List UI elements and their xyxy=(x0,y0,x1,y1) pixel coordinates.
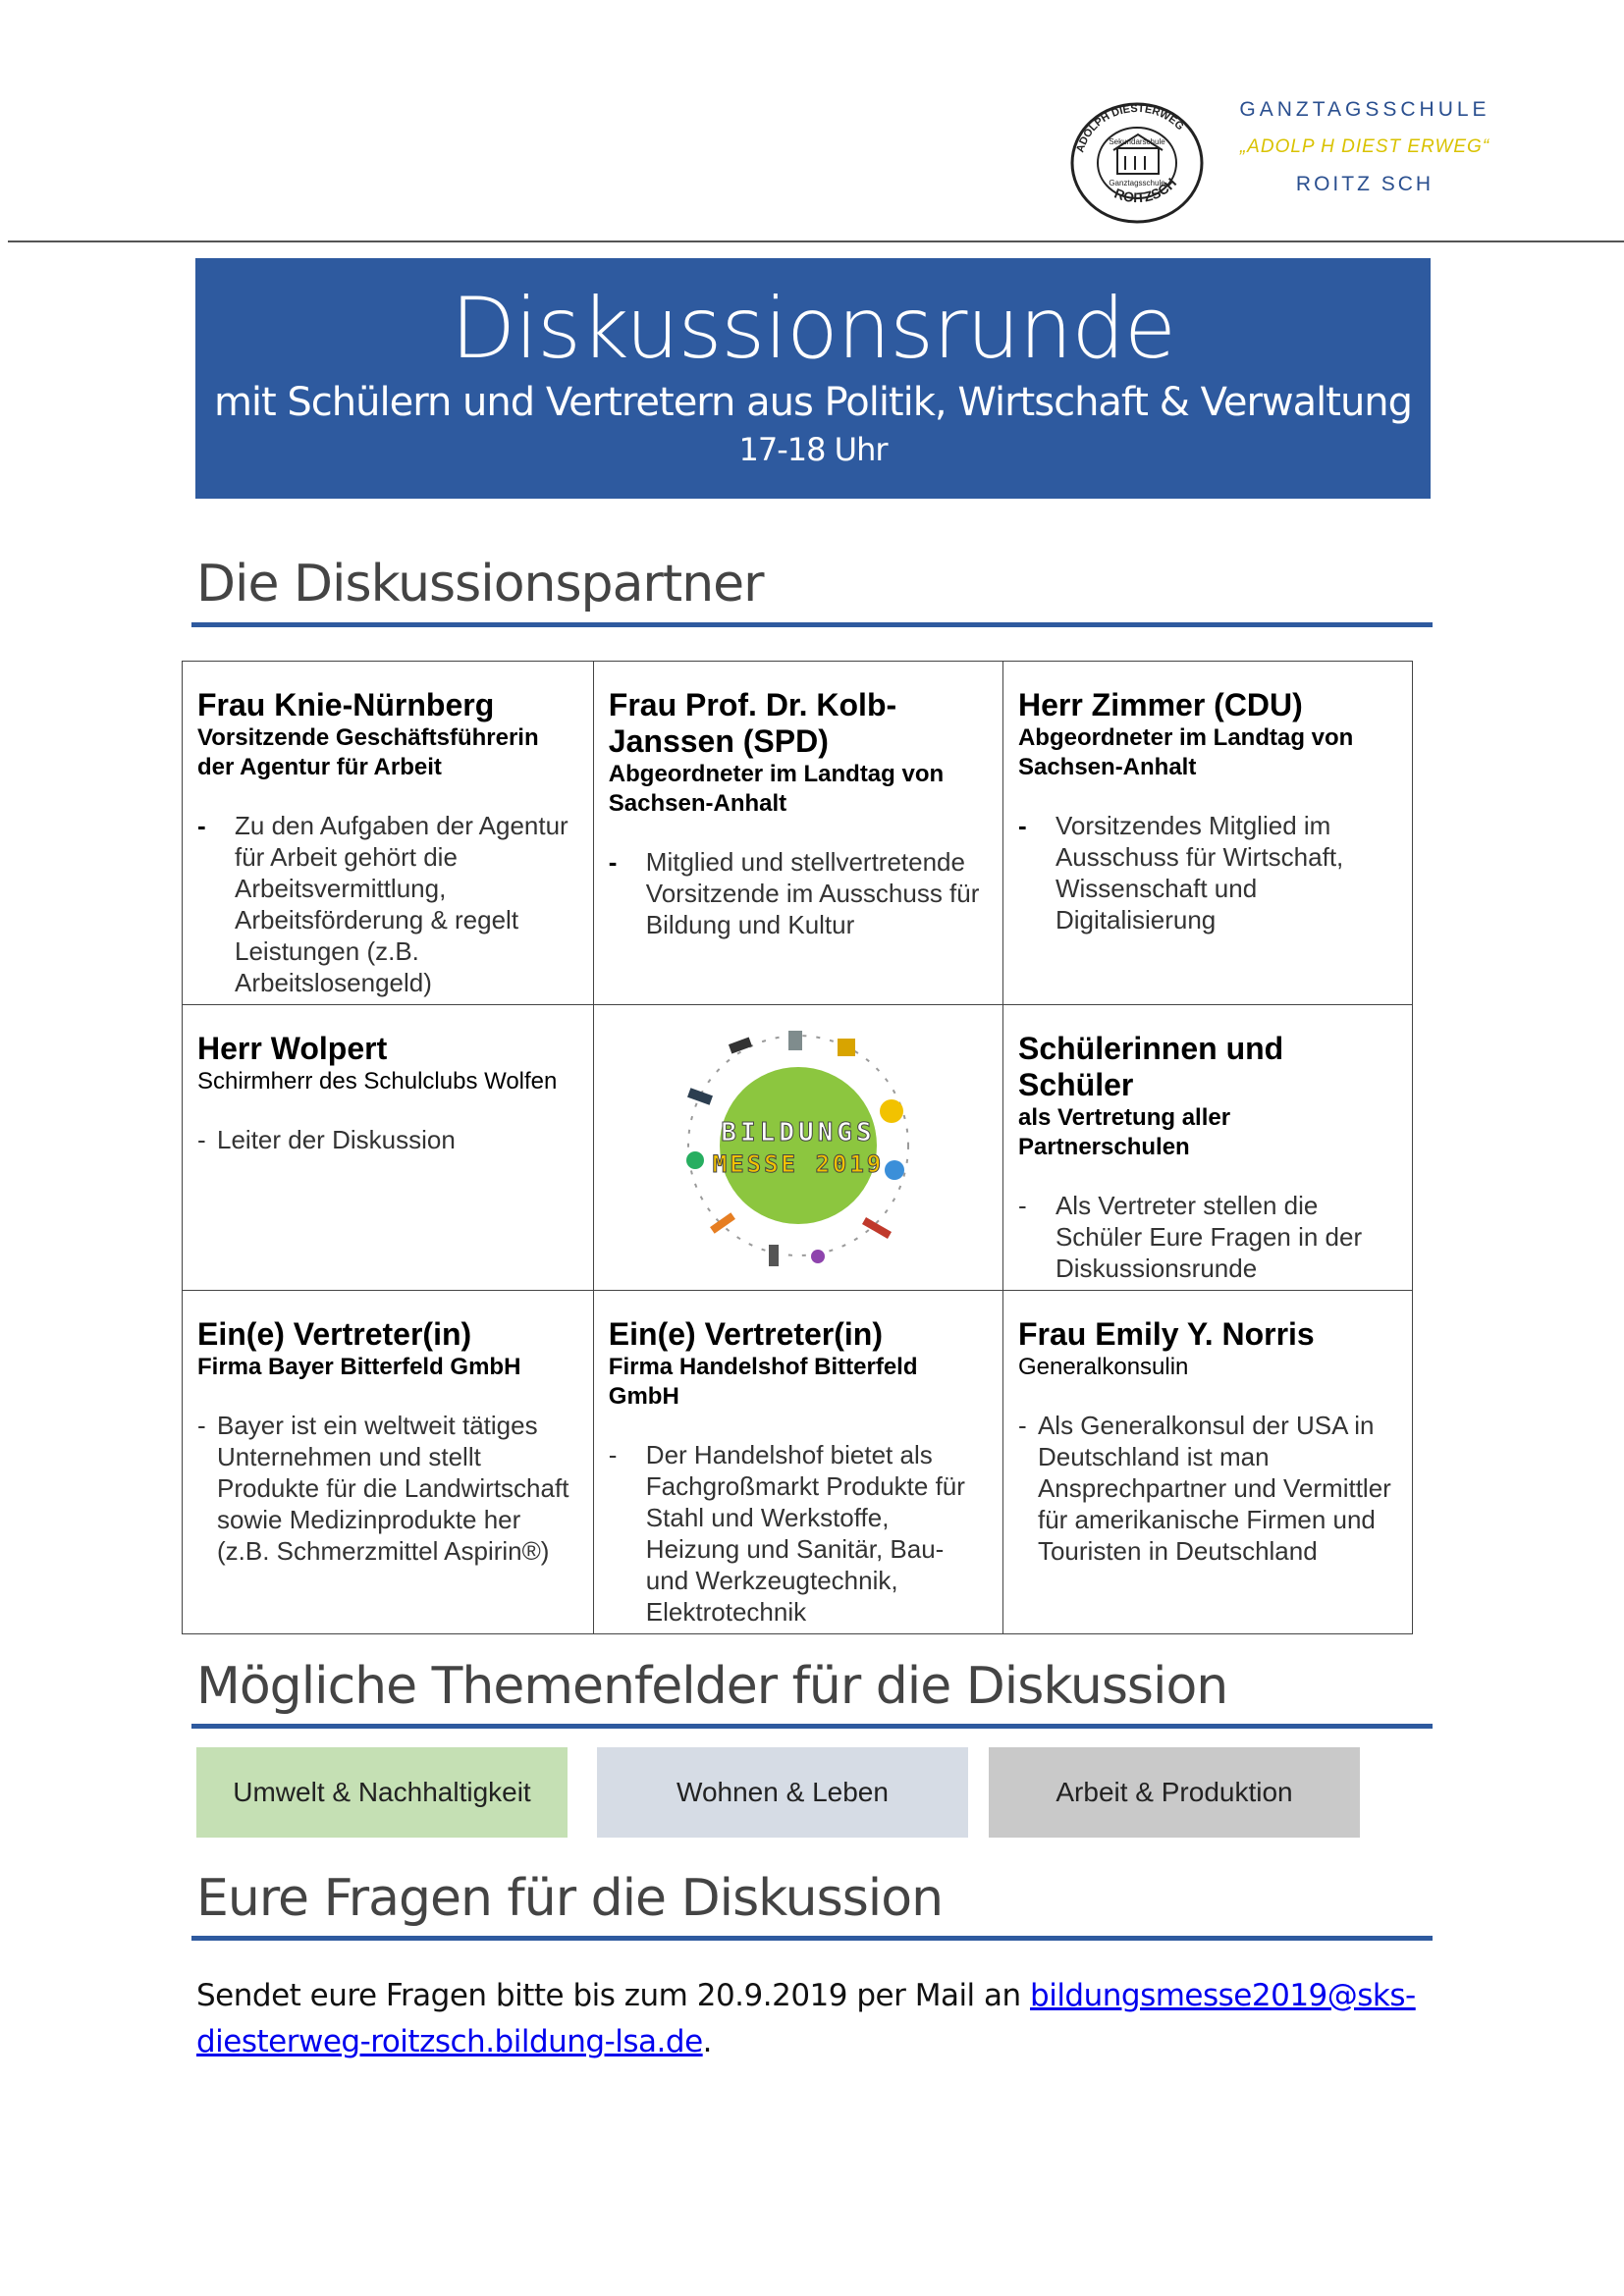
partner-cell xyxy=(183,1005,594,1291)
section-heading-topics: Mögliche Themenfelder für die Diskussion xyxy=(196,1657,1228,1716)
svg-text:ADOLPH DIESTERWEG: ADOLPH DIESTERWEG xyxy=(1074,102,1186,154)
bullet-dash: - xyxy=(1017,811,1027,840)
partner-description: Als Vertreter stellen die Schüler Eure Fragen in der Diskussionsrunde xyxy=(1055,1191,1363,1283)
partner-role: Firma Bayer Bitterfeld GmbH xyxy=(197,1354,521,1380)
topic-label: Umwelt & Nachhaltigkeit xyxy=(233,1777,531,1807)
partner-name: Frau Knie-Nürnberg xyxy=(197,687,495,722)
partner-cell xyxy=(183,662,594,1005)
partner-description: Leiter der Diskussion xyxy=(217,1125,456,1154)
school-line-1: GANZTAGSSCHULE xyxy=(1239,98,1490,121)
topic-box-umwelt xyxy=(196,1747,568,1838)
banner-title: Diskussionsrunde xyxy=(451,280,1175,378)
partner-cell xyxy=(593,662,1002,1005)
school-seal-logo xyxy=(1068,101,1206,225)
svg-text:ROITZSCH: ROITZSCH xyxy=(1111,174,1180,206)
partner-name: Ein(e) Vertreter(in) xyxy=(608,1316,883,1352)
partner-role: Schirmherr des Schulclubs Wolfen xyxy=(197,1068,558,1095)
school-name-block xyxy=(1208,98,1522,196)
bullet-dash: - xyxy=(608,847,618,877)
partner-name: Herr Zimmer (CDU) xyxy=(1017,687,1303,722)
bildungsmesse-logo xyxy=(671,1023,926,1268)
messe-logo-cell xyxy=(593,1005,1002,1291)
school-line-3: ROITZ SCH xyxy=(1295,173,1435,195)
bullet-dash: - xyxy=(197,1411,206,1440)
bullet-dash: - xyxy=(197,811,206,840)
school-line-2: „ADOLP H DIEST ERWEG“ xyxy=(1239,136,1490,157)
section-rule-questions xyxy=(191,1936,1433,1941)
bullet-dash: - xyxy=(197,1125,206,1154)
topic-label: Arbeit & Produktion xyxy=(1056,1777,1293,1807)
partner-role: Firma Handelshof Bitterfeld GmbH xyxy=(608,1354,918,1410)
svg-text:MESSE 2019: MESSE 2019 xyxy=(712,1150,885,1178)
partner-name: Frau Emily Y. Norris xyxy=(1017,1316,1315,1352)
partner-cell xyxy=(1002,1291,1412,1634)
partner-name: Frau Prof. Dr. Kolb-Janssen (SPD) xyxy=(608,687,897,759)
banner-time: 17-18 Uhr xyxy=(738,431,888,468)
partner-role: Abgeordneter im Landtag von Sachsen-Anhalt xyxy=(1017,724,1354,780)
partner-description: Bayer ist ein weltweit tätiges Unternehmen und stellt Produkte für die Landwirtschaft sowie Medizinprodukte her (z.B. Schmerzmittel Aspirin®) xyxy=(217,1411,569,1566)
section-heading-questions: Eure Fragen für die Diskussion xyxy=(196,1869,944,1928)
header-divider xyxy=(8,240,1624,242)
svg-text:Ganztagsschule: Ganztagsschule xyxy=(1109,179,1165,187)
partner-name: Schülerinnen und Schüler xyxy=(1017,1031,1284,1102)
partner-description: Der Handelshof bietet als Fachgroßmarkt Produkte für Stahl und Werkstoffe, Heizung und Sanitär, Bau- und Werkzeugtechnik, Elektrotechnik xyxy=(645,1440,965,1627)
title-banner xyxy=(195,258,1431,499)
svg-text:Sekundarschule: Sekundarschule xyxy=(1109,137,1165,146)
section-rule-topics xyxy=(191,1724,1433,1729)
bullet-dash: - xyxy=(1017,1191,1027,1220)
section-heading-partners: Die Diskussionspartner xyxy=(196,555,764,614)
partner-name: Herr Wolpert xyxy=(197,1031,388,1066)
partner-role: Abgeordneter im Landtag von Sachsen-Anhalt xyxy=(608,761,945,817)
partner-description: Mitglied und stellvertretende Vorsitzende im Ausschuss für Bildung und Kultur xyxy=(645,847,980,939)
partner-role: Vorsitzende Geschäftsführerin der Agentur für Arbeit xyxy=(197,724,539,780)
partner-name: Ein(e) Vertreter(in) xyxy=(197,1316,472,1352)
svg-text:BILDUNGS: BILDUNGS xyxy=(721,1118,876,1148)
bullet-dash: - xyxy=(608,1440,618,1469)
partner-role: als Vertretung aller Partnerschulen xyxy=(1017,1104,1231,1160)
section-rule-partners xyxy=(191,622,1433,627)
partner-description: Zu den Aufgaben der Agentur für Arbeit gehört die Arbeitsvermittlung, Arbeitsförderung & regelt Leistungen (z.B. Arbeitslosengeld) xyxy=(235,811,568,997)
partners-table xyxy=(182,661,1413,1634)
questions-text-end: . xyxy=(702,2024,713,2059)
partner-role: Generalkonsulin xyxy=(1017,1354,1189,1380)
partner-cell xyxy=(183,1291,594,1634)
banner-subtitle: mit Schülern und Vertretern aus Politik, Wirtschaft & Verwaltung xyxy=(213,380,1413,425)
topic-box-arbeit xyxy=(989,1747,1360,1838)
questions-paragraph xyxy=(196,1973,1424,2065)
partner-cell xyxy=(593,1291,1002,1634)
questions-text: Sendet eure Fragen bitte bis zum 20.9.2019 per Mail an xyxy=(196,1978,1031,2013)
partner-description: Als Generalkonsul der USA in Deutschland ist man Ansprechpartner und Vermittler für amerikanische Firmen und Touristen in Deutschland xyxy=(1037,1411,1391,1566)
topic-label: Wohnen & Leben xyxy=(677,1777,889,1807)
partner-description: Vorsitzendes Mitglied im Ausschuss für Wirtschaft, Wissenschaft und Digitalisierung xyxy=(1055,811,1344,934)
partner-cell xyxy=(1002,662,1412,1005)
partner-cell xyxy=(1002,1005,1412,1291)
topic-box-wohnen xyxy=(597,1747,968,1838)
email-link[interactable]: bildungsmesse2019@sks-diesterweg-roitzsch.bildung-lsa.de xyxy=(196,1978,1416,2059)
bullet-dash: - xyxy=(1017,1411,1027,1440)
